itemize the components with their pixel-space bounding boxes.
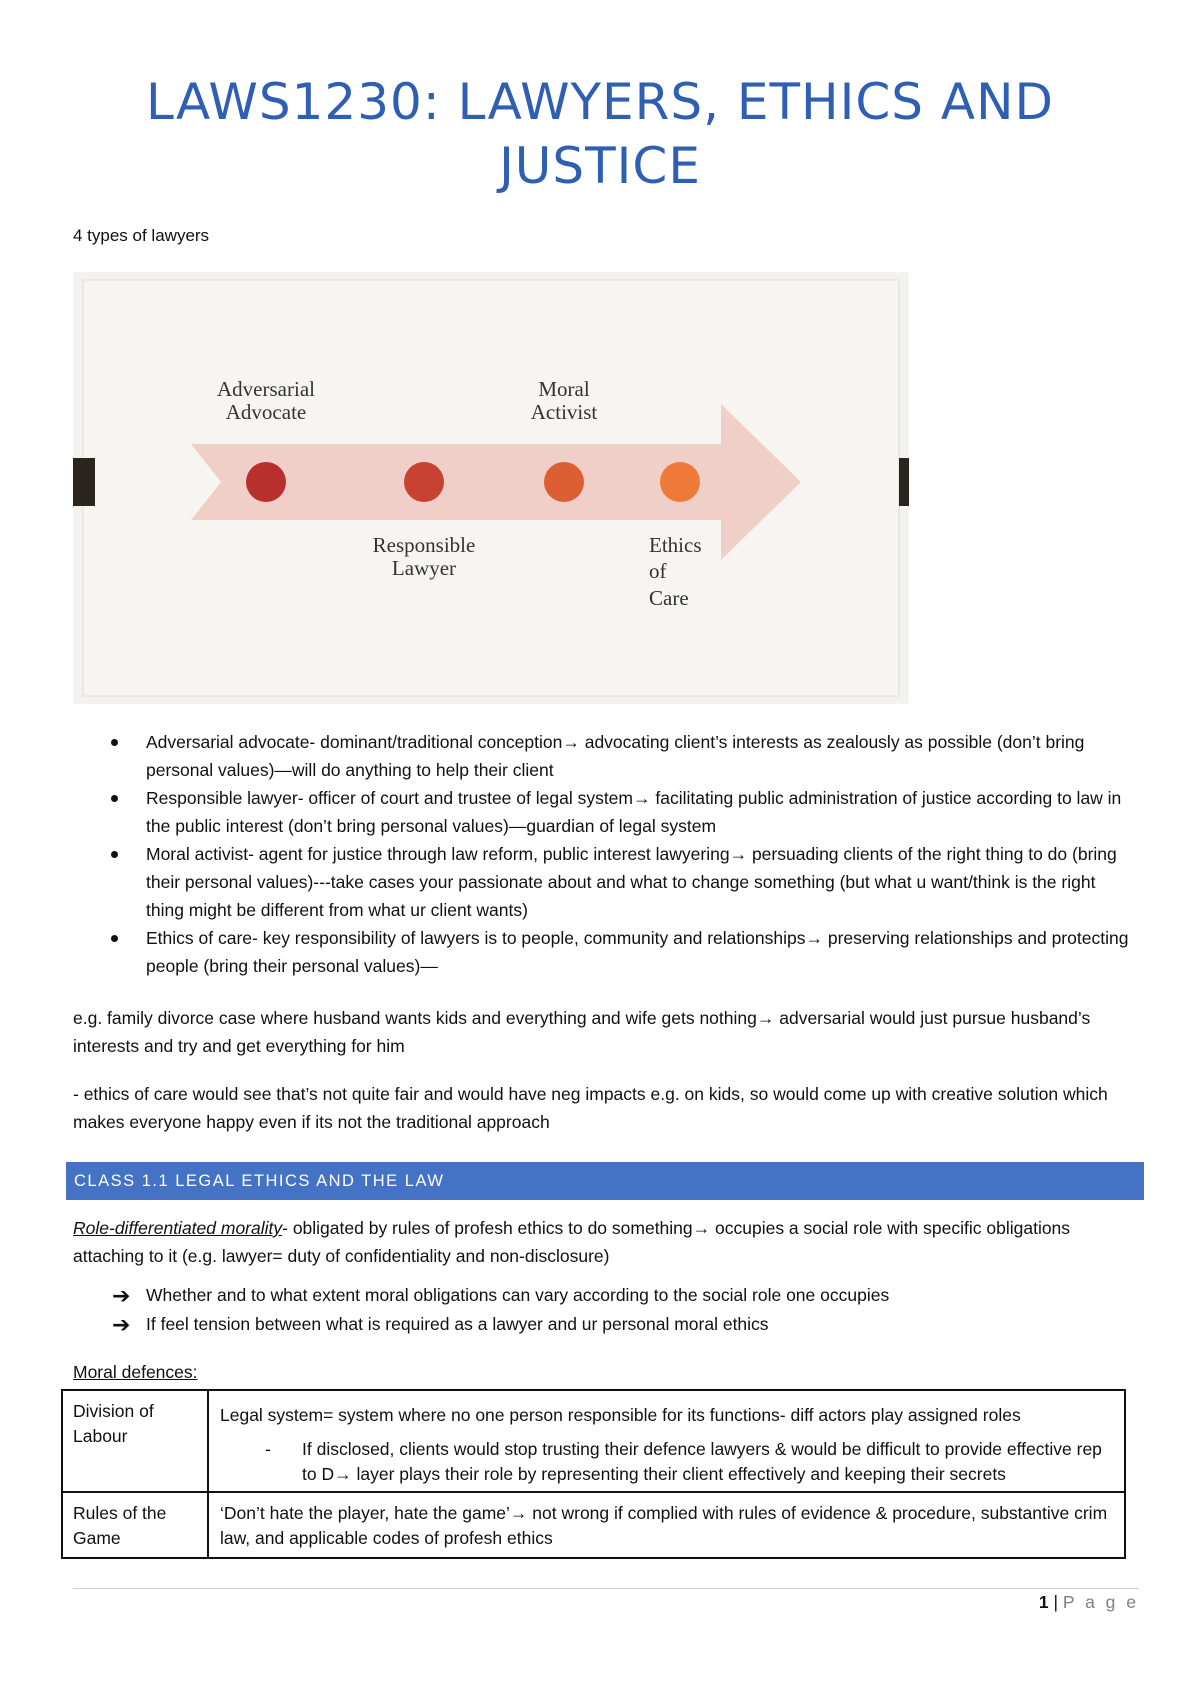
left-frame-tab (73, 458, 95, 506)
dot-ethics (660, 462, 700, 502)
bullet-dot (111, 739, 118, 746)
label-moral-1: Moral (538, 377, 590, 401)
arrow-icon: → (805, 928, 823, 948)
label-adversarial-1: Adversarial (217, 377, 315, 401)
list-item: ➔ If feel tension between what is required as a lawyer and ur personal moral ethics (112, 1312, 769, 1337)
role-morality-paragraph: Role-differentiated morality- obligated by rules of profesh ethics to do something→ occupies a social role with specific obligations attaching to it (e.g. lawyer= duty of confidentiality and non-disclosure) (73, 1218, 1071, 1266)
dash-bullet: - (265, 1439, 271, 1459)
right-frame-tab (899, 458, 909, 506)
arrow-points-list (108, 1281, 889, 1339)
dot-moral (544, 462, 584, 502)
list-item: Ethics of care- key responsibility of lawyers is to people, community and relationships→ preserving relationships and protecting people (bring their personal values)— (73, 924, 1133, 980)
list-item: Adversarial advocate- dominant/traditional conception→ advocating client’s interests as zealously as possible (don’t bring personal values)—will do anything to help their client (73, 728, 1133, 784)
bullet-dot (111, 935, 118, 942)
list-item: ➔ Whether and to what extent moral obligations can vary according to the social role one occupies (112, 1283, 890, 1308)
list-item: Moral activist- agent for justice through law reform, public interest lawyering→ persuading clients of the right thing to do (bring their personal values)---take cases your passionate about and what to change something (but what u want/think is the right thing might be different from what ur client wants) (73, 840, 1133, 924)
arrow-icon: → (692, 1218, 711, 1238)
label-ethics-3: Care (649, 586, 689, 610)
defence-term: Rules of the Game (62, 1492, 208, 1558)
page-number: 1 (1038, 1592, 1049, 1612)
label-moral-2: Activist (530, 400, 598, 424)
dot-responsible (404, 462, 444, 502)
table-row (62, 1492, 1125, 1558)
sub-point: - If disclosed, clients would stop trusting their defence lawyers & would be difficult to provide effective rep to D→ layer plays their role by representing their client effectively and keeping their secrets (265, 1439, 1102, 1484)
defence-term: Division of Labour (62, 1390, 208, 1492)
arrow-icon: → (509, 1503, 528, 1523)
label-ethics-2: of (649, 559, 667, 583)
arrow-icon: → (334, 1464, 352, 1484)
defence-description: Legal system= system where no one person responsible for its functions- diff actors play assigned roles - If disclosed, clients would stop trusting their defence lawyers & would be difficult to provide effective rep to D→ layer plays their role by representing their client effectively and keeping their secrets (208, 1390, 1125, 1492)
lawyer-types-list (73, 728, 1133, 980)
arrow-bullet-icon: ➔ (112, 1312, 131, 1337)
page-title: LAWS1230: LAWYERS, ETHICS AND JUSTICE (145, 73, 1055, 195)
label-responsible-2: Lawyer (391, 556, 457, 580)
table-row (62, 1390, 1125, 1492)
section-heading: CLASS 1.1 LEGAL ETHICS AND THE LAW (66, 1162, 1144, 1200)
example-paragraph-1: e.g. family divorce case where husband wants kids and everything and wife gets nothing→ adversarial would just pursue husband’s interests and try and get everything for him (73, 1008, 1091, 1056)
role-term: Role-differentiated morality (73, 1218, 283, 1238)
arrow-icon: → (756, 1008, 775, 1028)
lawyer-types-diagram (73, 272, 909, 704)
defence-description: ‘Don’t hate the player, hate the game’→ not wrong if complied with rules of evidence & procedure, substantive crim law, and applicable codes of profesh ethics (208, 1492, 1125, 1558)
example-paragraph-2: - ethics of care would see that’s not quite fair and would have neg impacts e.g. on kids, so would come up with creative solution which makes everyone happy even if its not the traditional approach (73, 1084, 1108, 1132)
arrow-icon: → (633, 788, 651, 808)
dot-adversarial (246, 462, 286, 502)
bullet-dot (111, 851, 118, 858)
footer-divider (73, 1588, 1139, 1589)
list-item: Responsible lawyer- officer of court and trustee of legal system→ facilitating public administration of justice according to law in the public interest (don’t bring personal values)—guardian of legal system (73, 784, 1133, 840)
page-label: P a g e (1062, 1592, 1139, 1612)
arrow-icon: → (729, 844, 748, 864)
page-separator: | (1053, 1592, 1058, 1612)
arrow-bullet-icon: ➔ (112, 1283, 131, 1308)
lawyer-types-svg (73, 272, 909, 704)
moral-defences-heading: Moral defences: (73, 1362, 198, 1382)
page-footer (1039, 1592, 1139, 1613)
label-responsible-1: Responsible (372, 533, 476, 557)
moral-defences-table (61, 1389, 1126, 1559)
label-adversarial-2: Advocate (225, 400, 307, 424)
label-ethics-1: Ethics (649, 533, 702, 557)
types-heading: 4 types of lawyers (73, 226, 210, 245)
bullet-dot (111, 795, 118, 802)
arrow-icon: → (562, 732, 580, 752)
